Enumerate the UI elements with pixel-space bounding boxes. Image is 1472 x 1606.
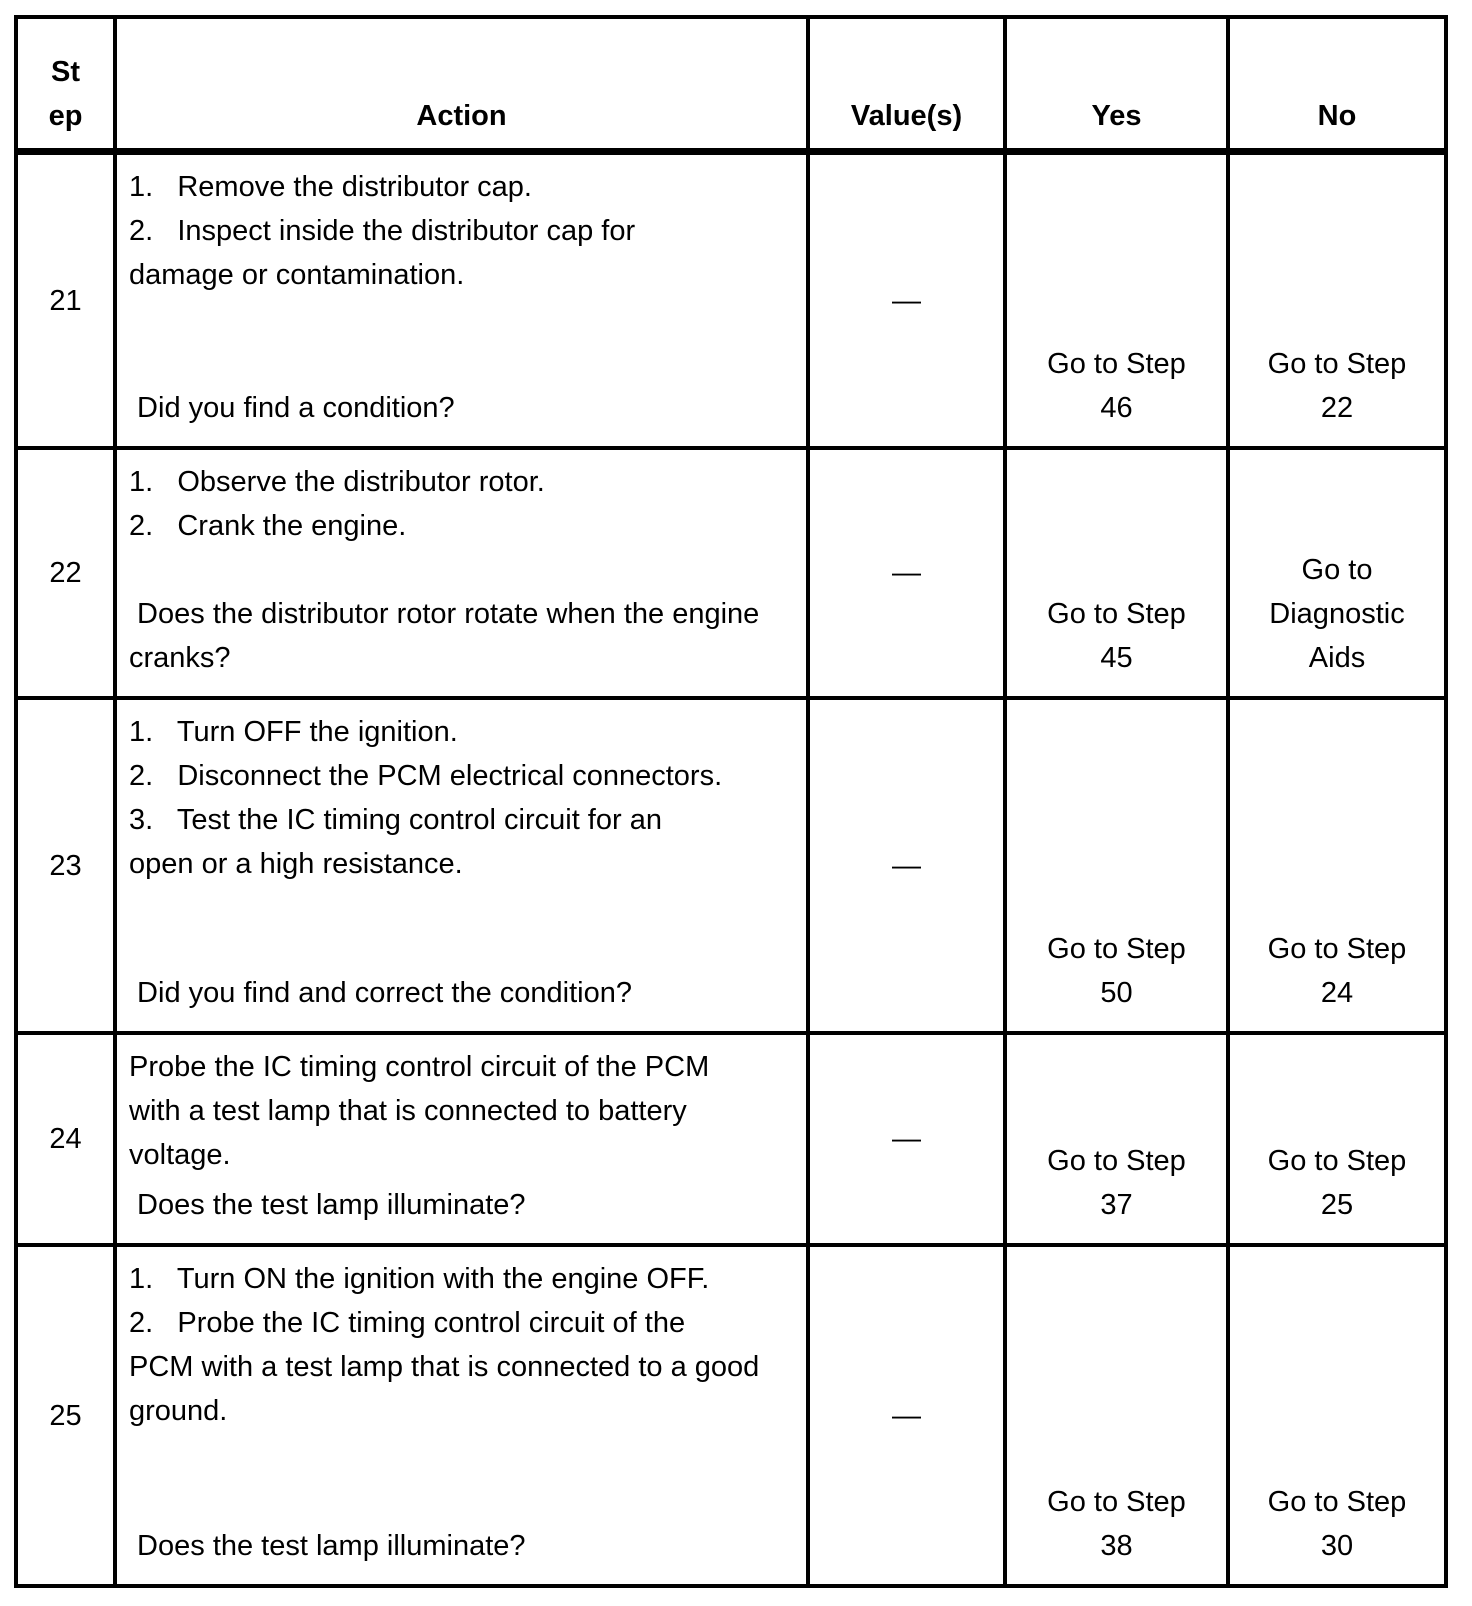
step-number: 23 — [49, 849, 82, 882]
step-cell — [18, 1247, 117, 1584]
step-cell — [18, 700, 117, 1035]
action-line: 2. Crank the engine. — [129, 510, 407, 542]
header-step-line2: ep — [48, 100, 83, 132]
goto-text: Go to Step — [1047, 1145, 1186, 1177]
step-number: 24 — [49, 1123, 82, 1155]
value-dash: — — [892, 849, 921, 882]
step-cell — [18, 450, 117, 700]
action-line: 1. Observe the distributor rotor. — [129, 466, 545, 498]
action-instructions — [129, 1257, 794, 1433]
action-line: 3. Test the IC timing control circuit for an — [129, 804, 662, 836]
value-cell — [810, 700, 1007, 1035]
action-line: damage or contamination. — [129, 259, 465, 291]
question-line: cranks? — [129, 642, 231, 674]
action-instructions — [129, 1045, 794, 1177]
yes-cell — [1007, 700, 1230, 1035]
goto-text: Go to Step — [1047, 933, 1186, 965]
goto-text: Go to Step — [1267, 348, 1407, 380]
no-cell — [1230, 1035, 1444, 1247]
goto-step-number: 46 — [1100, 392, 1133, 424]
value-dash: — — [892, 1123, 921, 1155]
no-cell — [1230, 450, 1444, 700]
goto-text: Go to Step — [1267, 1145, 1407, 1177]
header-yes: Yes — [1007, 19, 1230, 155]
goto-step-number: 24 — [1320, 977, 1354, 1009]
action-line: with a test lamp that is connected to battery — [129, 1095, 687, 1127]
action-line: Probe the IC timing control circuit of the PCM — [129, 1051, 710, 1083]
goto-step-number: 30 — [1320, 1530, 1354, 1562]
goto-text: Diagnostic — [1269, 598, 1405, 630]
action-line: 1. Turn ON the ignition with the engine OFF. — [129, 1263, 710, 1295]
question-line: Does the distributor rotor rotate when the engine — [129, 598, 760, 630]
action-instructions — [129, 165, 794, 297]
goto-text: Aids — [1308, 642, 1366, 674]
action-line: 2. Probe the IC timing control circuit of the — [129, 1307, 686, 1339]
action-line: 1. Remove the distributor cap. — [129, 171, 532, 203]
action-instructions — [129, 460, 794, 548]
goto-step-number: 38 — [1100, 1530, 1133, 1562]
action-cell — [117, 155, 810, 450]
header-action: Action — [117, 19, 810, 155]
action-question — [129, 1183, 794, 1227]
yes-cell — [1007, 155, 1230, 450]
question-line: Does the test lamp illuminate? — [129, 1189, 526, 1221]
value-cell — [810, 450, 1007, 700]
goto-step-number: 25 — [1320, 1189, 1354, 1221]
diagnostic-table — [14, 15, 1448, 1588]
action-line: ground. — [129, 1395, 228, 1427]
action-cell — [117, 1247, 810, 1584]
goto-text: Go to Step — [1047, 348, 1186, 380]
action-line: 2. Inspect inside the distributor cap for — [129, 215, 636, 247]
action-cell — [117, 1035, 810, 1247]
action-question — [129, 386, 794, 430]
action-line: open or a high resistance. — [129, 848, 463, 880]
goto-text: Go to — [1301, 554, 1373, 586]
action-line: 1. Turn OFF the ignition. — [129, 716, 458, 748]
goto-text: Go to Step — [1047, 1486, 1186, 1518]
step-cell — [18, 155, 117, 450]
question-line: Did you find a condition? — [129, 392, 455, 424]
step-number: 22 — [49, 557, 82, 589]
action-question — [129, 1524, 794, 1568]
value-cell — [810, 1035, 1007, 1247]
yes-cell — [1007, 1035, 1230, 1247]
value-dash: — — [892, 284, 921, 317]
header-step — [18, 19, 117, 155]
action-line: PCM with a test lamp that is connected to a good — [129, 1351, 760, 1383]
yes-cell — [1007, 450, 1230, 700]
value-cell — [810, 155, 1007, 450]
value-dash: — — [892, 557, 921, 589]
goto-text: Go to Step — [1047, 598, 1186, 630]
step-cell — [18, 1035, 117, 1247]
no-cell — [1230, 155, 1444, 450]
header-step-line1: St — [51, 56, 80, 88]
action-line: 2. Disconnect the PCM electrical connectors. — [129, 760, 723, 792]
action-cell — [117, 450, 810, 700]
action-question — [129, 971, 794, 1015]
action-question — [129, 592, 794, 680]
goto-text: Go to Step — [1267, 933, 1407, 965]
value-dash: — — [892, 1399, 921, 1432]
no-cell — [1230, 700, 1444, 1035]
action-instructions — [129, 710, 794, 886]
header-no: No — [1230, 19, 1444, 155]
yes-cell — [1007, 1247, 1230, 1584]
step-number: 21 — [49, 284, 82, 317]
header-values: Value(s) — [810, 19, 1007, 155]
no-cell — [1230, 1247, 1444, 1584]
goto-step-number: 45 — [1100, 642, 1133, 674]
goto-step-number: 22 — [1320, 392, 1354, 424]
value-cell — [810, 1247, 1007, 1584]
goto-text: Go to Step — [1267, 1486, 1407, 1518]
action-line: voltage. — [129, 1139, 231, 1171]
question-line: Did you find and correct the condition? — [129, 977, 632, 1009]
goto-step-number: 50 — [1100, 977, 1133, 1009]
goto-step-number: 37 — [1100, 1189, 1133, 1221]
action-cell — [117, 700, 810, 1035]
question-line: Does the test lamp illuminate? — [129, 1530, 526, 1562]
step-number: 25 — [49, 1399, 82, 1432]
